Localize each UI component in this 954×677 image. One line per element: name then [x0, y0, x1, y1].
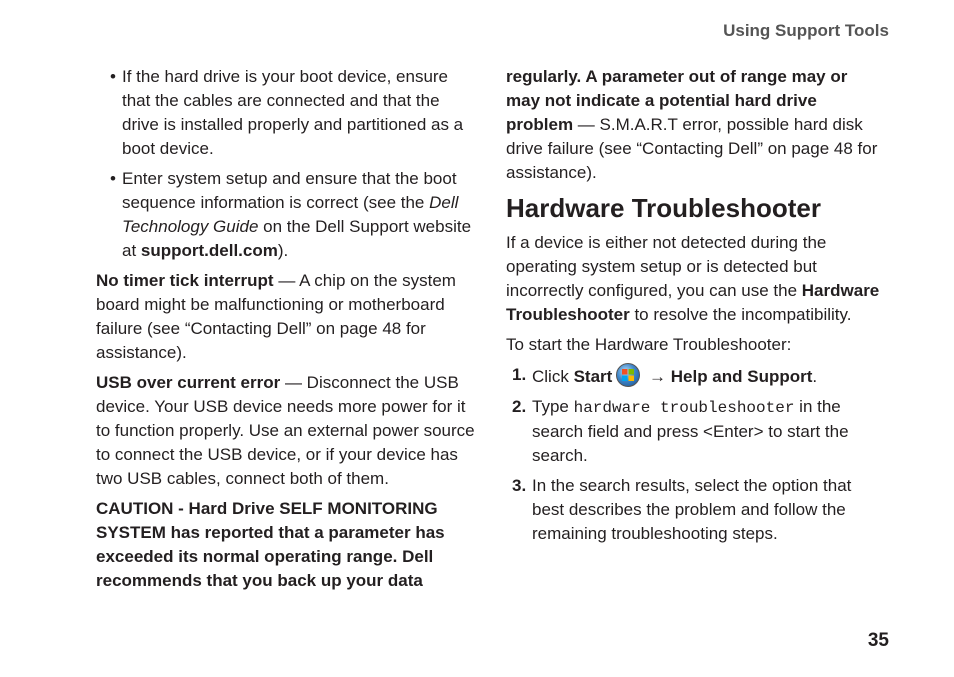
step-item: [506, 474, 886, 546]
error-description: — A chip on the system board might be malfunctioning or motherboard failure (see “Contacting Dell” on page 48 for assistance).: [96, 271, 456, 362]
step-number: 3.: [512, 476, 527, 495]
bullet-icon: •: [110, 67, 116, 86]
step-number: 1.: [512, 365, 527, 384]
error-description: — Disconnect the USB device. Your USB device needs more power for it to function properly. Use an external power source to connect the USB device, or if your device has two USB cables, connect both of them.: [96, 373, 475, 488]
intro-bold: Hardware Troubleshooter: [506, 281, 880, 324]
bullet-text: ).: [277, 241, 289, 260]
caution-continued: [506, 65, 886, 185]
error-entry-timer: [96, 269, 476, 365]
step-item: [506, 395, 886, 468]
error-term: USB over current error: [96, 373, 281, 392]
step-item: [506, 363, 886, 389]
arrow-text: →: [644, 367, 671, 386]
step-number: 2.: [512, 397, 527, 416]
page-number: 35: [867, 630, 889, 651]
step-text: In the search results, select the option that best describes the problem and follow the remaining troubleshooting steps.: [532, 476, 852, 543]
step-text: Click: [532, 367, 574, 386]
search-term-code: hardware troubleshooter: [573, 399, 795, 417]
support-link[interactable]: support.dell.com: [140, 241, 278, 260]
left-column: [96, 65, 476, 599]
intro-paragraph: [506, 231, 886, 327]
steps-list: [506, 363, 886, 546]
start-label: Start: [573, 367, 613, 386]
error-description: — S.M.A.R.T error, possible hard disk drive failure (see “Contacting Dell” on page 48 for assistance).: [506, 115, 878, 182]
list-item: [96, 167, 476, 263]
bullet-text: Enter system setup and ensure that the boot sequence information is correct (see the: [122, 169, 457, 212]
step-text: Type: [532, 397, 574, 416]
list-item: [96, 65, 476, 161]
bullet-text: If the hard drive is your boot device, ensure that the cables are connected and that the drive is installed properly and partitioned as a boot device.: [122, 67, 464, 158]
error-entry-usb: [96, 371, 476, 491]
intro-text: to resolve the incompatibility.: [629, 305, 852, 324]
intro-text: If a device is either not detected during the operating system setup or is detected but incorrectly configured, you can use the: [506, 233, 827, 300]
step-text: in the search field and press <Enter> to start the search.: [532, 397, 849, 465]
section-heading: Hardware Troubleshooter: [506, 193, 821, 223]
error-term: No timer tick interrupt: [96, 271, 274, 290]
caution-text: CAUTION - Hard Drive SELF MONITORING SYSTEM has reported that a parameter has exceeded its normal operating range. Dell recommends that you back up your data: [96, 499, 445, 590]
bullet-icon: •: [110, 169, 116, 188]
step-text: .: [812, 367, 818, 386]
caution-entry: [96, 497, 476, 593]
section-header: Using Support Tools: [723, 21, 889, 40]
right-column: [506, 65, 886, 552]
windows-start-icon: [616, 363, 640, 387]
guide-title: Dell Technology Guide: [122, 193, 459, 236]
bullet-text: on the Dell Support website at: [122, 217, 472, 260]
start-instruction: To start the Hardware Troubleshooter:: [506, 335, 792, 354]
help-support-label: Help and Support: [670, 367, 813, 386]
caution-text: regularly. A parameter out of range may or may not indicate a potential hard drive problem: [506, 67, 848, 134]
